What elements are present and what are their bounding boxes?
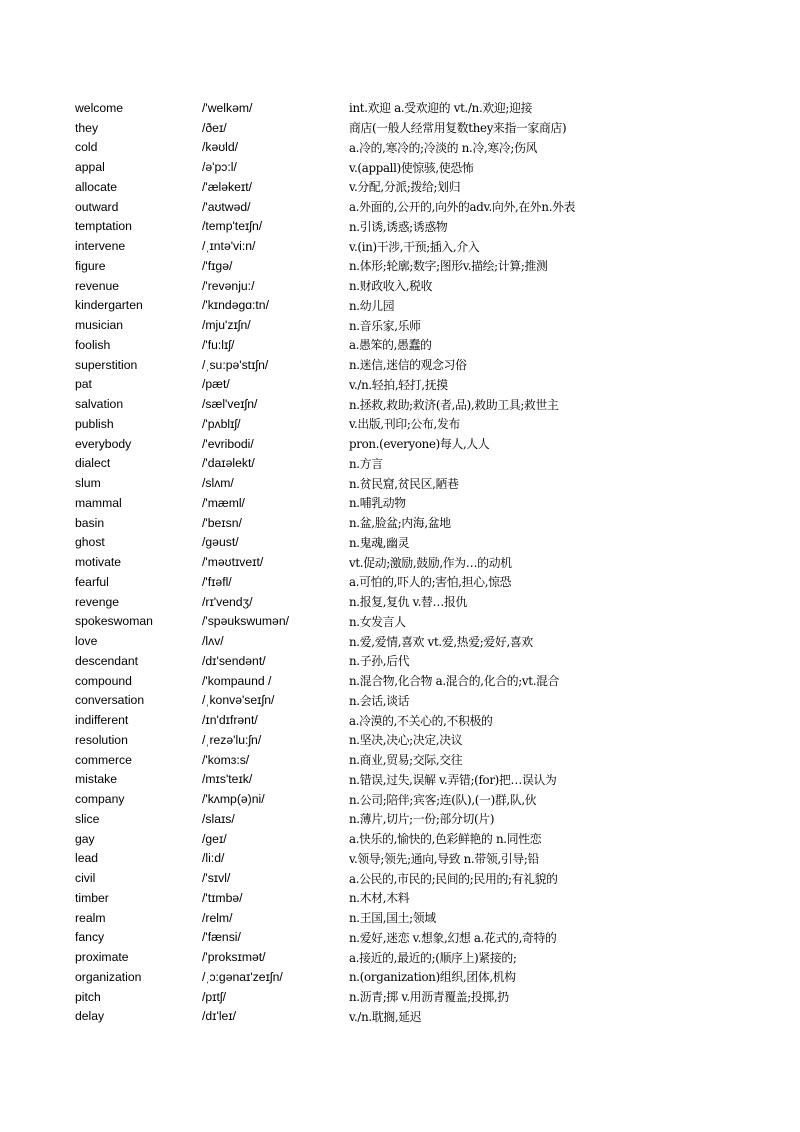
vocab-definition: n.体形;轮廓;数字;图形v.描绘;计算;推测 [349,259,548,274]
vocab-definition: n.音乐家,乐师 [349,318,421,333]
vocab-row [75,197,575,217]
vocab-row [75,513,575,533]
vocab-definition: n.鬼魂,幽灵 [349,535,410,550]
vocab-phonetic: /sæl'veɪʃn/ [202,397,258,412]
vocab-word: pat [75,377,92,392]
vocab-definition: n.爱,爱情,喜欢 vt.爱,热爱;爱好,喜欢 [349,634,533,649]
vocab-phonetic: /'welkəm/ [202,100,253,115]
vocab-definition: a.外面的,公开的,向外的adv.向外,在外n.外表 [349,200,576,215]
vocab-phonetic: /relm/ [202,910,233,925]
vocab-definition: a.可怕的,吓人的;害怕,担心,惊恐 [349,575,512,590]
vocab-word: ghost [75,535,105,550]
vocab-word: superstition [75,357,138,372]
vocab-word: publish [75,416,114,431]
vocab-definition: n.哺乳动物 [349,496,406,511]
vocab-word: lead [75,851,99,866]
vocab-word: commerce [75,752,132,767]
vocab-definition: a.接近的,最近的;(顺序上)紧接的; [349,950,517,965]
vocab-phonetic: /'pʌblɪʃ/ [202,416,241,431]
vocab-definition: n.错误,过失,误解 v.弄错;(for)把…误认为 [349,772,557,787]
vocab-word: delay [75,1009,105,1024]
vocab-row [75,789,575,809]
vocab-row [75,928,575,948]
vocab-phonetic: /'æləkeɪt/ [202,179,253,194]
vocab-word: indifferent [75,713,129,728]
vocab-phonetic: /ɪn'dɪfrənt/ [202,713,258,728]
vocab-word: gay [75,831,95,846]
vocab-phonetic: /pɪtʃ/ [202,989,226,1004]
vocab-word: kindergarten [75,298,143,313]
vocab-phonetic: /ˌɔ:gənaɪ'zeɪʃn/ [202,969,283,984]
vocab-definition: int.欢迎 a.受欢迎的 vt./n.欢迎;迎接 [349,101,533,116]
vocab-phonetic: /'komɜ:s/ [202,752,250,767]
vocab-definition: n.王国,国土;领域 [349,911,436,926]
vocab-word: musician [75,318,124,333]
vocab-word: proximate [75,950,129,965]
vocab-phonetic: /'mæml/ [202,495,245,510]
vocab-definition: a.冷的,寒冷的;冷淡的 n.冷,寒冷;伤风 [349,140,538,155]
vocab-word: revenue [75,278,120,293]
vocab-row [75,691,575,711]
vocab-definition: n.商业,贸易;交际,交往 [349,753,463,768]
vocab-definition: n.木材,木料 [349,891,410,906]
vocab-definition: n.(organization)组织,团体,机构 [349,970,516,985]
vocabulary-list [75,98,575,1026]
vocab-row [75,375,575,395]
vocab-row [75,888,575,908]
vocab-row [75,98,575,118]
vocab-row [75,750,575,770]
vocab-word: fearful [75,574,109,589]
vocab-row [75,454,575,474]
vocab-row [75,1007,575,1027]
vocab-phonetic: /ˌkonvə'seɪʃn/ [202,693,275,708]
vocab-definition: n.子孙,后代 [349,654,410,669]
vocab-row [75,829,575,849]
vocab-phonetic: /'sɪvl/ [202,871,231,886]
vocab-word: figure [75,258,106,273]
vocab-row [75,730,575,750]
vocab-definition: a.公民的,市民的;民间的;民用的;有礼貌的 [349,871,558,886]
vocab-row [75,236,575,256]
vocab-row [75,552,575,572]
vocab-word: company [75,792,125,807]
vocab-word: compound [75,673,132,688]
vocab-phonetic: /mju'zɪʃn/ [202,318,251,333]
vocab-word: allocate [75,179,118,194]
vocab-word: slice [75,811,100,826]
vocab-phonetic: /gəust/ [202,535,239,550]
vocab-row [75,987,575,1007]
vocab-definition: n.女发言人 [349,614,406,629]
vocab-phonetic: /rɪ'vendʒ/ [202,594,253,609]
vocab-row [75,533,575,553]
vocab-phonetic: /slaɪs/ [202,811,235,826]
vocab-definition: vt.促动;激励,鼓励,作为…的动机 [349,555,512,570]
vocab-word: intervene [75,239,126,254]
vocab-word: fancy [75,930,105,945]
vocab-row [75,671,575,691]
vocab-phonetic: /lʌv/ [202,634,224,649]
vocab-definition: n.贫民窟,贫民区,陋巷 [349,476,459,491]
vocab-definition: a.冷漠的,不关心的,不积极的 [349,713,493,728]
vocab-phonetic: /'məʊtɪveɪt/ [202,555,264,570]
vocab-phonetic: /geɪ/ [202,831,227,846]
vocab-phonetic: /'daɪəlekt/ [202,456,255,471]
vocab-row [75,473,575,493]
vocab-definition: v./n.耽搁,延迟 [349,1009,422,1024]
vocab-row [75,710,575,730]
vocab-row [75,651,575,671]
vocab-phonetic: /'fɪəfl/ [202,574,232,589]
vocab-row [75,572,575,592]
vocab-word: outward [75,199,119,214]
vocab-word: foolish [75,337,111,352]
vocab-word: everybody [75,436,132,451]
vocab-phonetic: /ˌrezə'lu:ʃn/ [202,732,262,747]
vocab-phonetic: /ə'pɔ:l/ [202,160,237,175]
vocab-word: slum [75,476,101,491]
vocab-definition: n.沥青;掷 v.用沥青覆盖;投掷,扔 [349,990,509,1005]
vocab-row [75,217,575,237]
vocab-phonetic: /'aʊtwəd/ [202,199,251,214]
vocab-definition: a.愚笨的,愚蠢的 [349,338,432,353]
vocab-definition: n.盆,脸盆;内海,盆地 [349,516,451,531]
vocab-phonetic: /'kɪndəgɑ:tn/ [202,298,269,313]
vocab-word: motivate [75,555,122,570]
vocab-row [75,967,575,987]
vocab-phonetic: /dɪ'sendənt/ [202,653,266,668]
vocab-word: timber [75,890,109,905]
vocab-row [75,394,575,414]
vocab-word: salvation [75,397,124,412]
vocab-definition: v.(in)干涉,干预;插入,介入 [349,239,480,254]
vocab-definition: n.幼儿园 [349,298,395,313]
vocab-phonetic: /'proksɪmət/ [202,950,266,965]
vocab-row [75,256,575,276]
vocab-definition: n.引诱,诱惑;诱惑物 [349,219,448,234]
vocab-phonetic: /'kompaund / [202,673,272,688]
vocab-phonetic: /kəʊld/ [202,140,239,155]
vocab-word: realm [75,910,106,925]
vocab-definition: n.方言 [349,456,383,471]
vocab-word: basin [75,515,105,530]
vocab-phonetic: /ˌsu:pə'stɪʃn/ [202,357,269,372]
vocab-word: organization [75,969,142,984]
vocab-word: dialect [75,456,111,471]
vocab-word: welcome [75,100,124,115]
vocab-definition: v.领导;领先;通向,导致 n.带领,引导;铅 [349,851,539,866]
vocab-word: revenge [75,594,120,609]
vocab-word: love [75,634,98,649]
vocab-definition: n.公司;陪伴;宾客;连(队),(一)群,队,伙 [349,792,537,807]
vocab-phonetic: /'spəukswumən/ [202,614,290,629]
vocab-phonetic: /pæt/ [202,377,230,392]
vocab-phonetic: /'kʌmp(ə)ni/ [202,792,265,807]
vocab-word: civil [75,871,96,886]
vocab-definition: n.坚决,决心;决定,决议 [349,733,463,748]
vocab-row [75,631,575,651]
vocab-row [75,177,575,197]
vocab-phonetic: /'revənju:/ [202,278,255,293]
vocab-phonetic: /'fɪgə/ [202,258,233,273]
vocab-row [75,493,575,513]
vocab-word: they [75,120,99,135]
vocab-word: pitch [75,989,101,1004]
vocab-word: descendant [75,653,139,668]
vocab-row [75,355,575,375]
vocab-row [75,138,575,158]
vocab-row [75,335,575,355]
vocab-definition: n.薄片,切片;一份;部分切(片) [349,812,495,827]
vocab-row [75,612,575,632]
vocab-row [75,947,575,967]
vocab-phonetic: /'evribodi/ [202,436,254,451]
vocab-definition: v.出版,刊印;公布,发布 [349,417,460,432]
vocab-row [75,809,575,829]
vocab-row [75,118,575,138]
vocab-phonetic: /mɪs'teɪk/ [202,772,253,787]
vocab-row [75,315,575,335]
vocab-definition: v.分配,分派;拨给;划归 [349,180,461,195]
vocab-row [75,592,575,612]
vocab-definition: n.报复,复仇 v.替…报仇 [349,595,468,610]
vocab-definition: n.财政收入,税收 [349,279,433,294]
vocab-word: appal [75,160,105,175]
vocab-word: mistake [75,772,117,787]
vocab-row [75,296,575,316]
vocab-definition: v./n.轻拍,轻打,抚摸 [349,377,448,392]
vocab-definition: n.会话,谈话 [349,693,410,708]
vocab-word: temptation [75,219,132,234]
vocab-row [75,157,575,177]
vocab-word: conversation [75,693,145,708]
vocab-definition: n.迷信,迷信的观念习俗 [349,358,467,373]
vocab-definition: n.拯救,救助;救济(者,品),救助工具;救世主 [349,397,559,412]
vocab-word: resolution [75,732,128,747]
vocab-phonetic: /ˌɪntə'vi:n/ [202,239,256,254]
vocab-row [75,868,575,888]
vocab-row [75,849,575,869]
vocab-phonetic: /dɪ'leɪ/ [202,1009,237,1024]
vocab-phonetic: /'fu:lɪʃ/ [202,337,235,352]
vocab-definition: n.爱好,迷恋 v.想象,幻想 a.花式的,奇特的 [349,930,557,945]
vocab-phonetic: /temp'teɪʃn/ [202,219,263,234]
vocab-row [75,770,575,790]
vocab-row [75,434,575,454]
vocab-phonetic: /'fænsi/ [202,930,241,945]
vocab-word: spokeswoman [75,614,153,629]
vocab-phonetic: /'tɪmbə/ [202,890,243,905]
vocab-row [75,414,575,434]
vocab-definition: n.混合物,化合物 a.混合的,化合的;vt.混合 [349,674,560,689]
vocab-phonetic: /'beɪsn/ [202,515,242,530]
vocab-phonetic: /ðeɪ/ [202,120,227,135]
vocab-row [75,908,575,928]
vocab-definition: a.快乐的,愉快的,色彩鲜艳的 n.同性恋 [349,832,542,847]
vocab-phonetic: /li:d/ [202,851,225,866]
vocab-word: mammal [75,495,122,510]
vocab-definition: 商店(一般人经常用复数they来指一家商店) [349,121,567,136]
vocab-definition: pron.(everyone)每人,人人 [349,437,490,452]
vocab-phonetic: /slʌm/ [202,476,234,491]
vocab-row [75,276,575,296]
vocab-definition: v.(appall)使惊骇,使恐怖 [349,160,474,175]
vocab-word: cold [75,140,98,155]
